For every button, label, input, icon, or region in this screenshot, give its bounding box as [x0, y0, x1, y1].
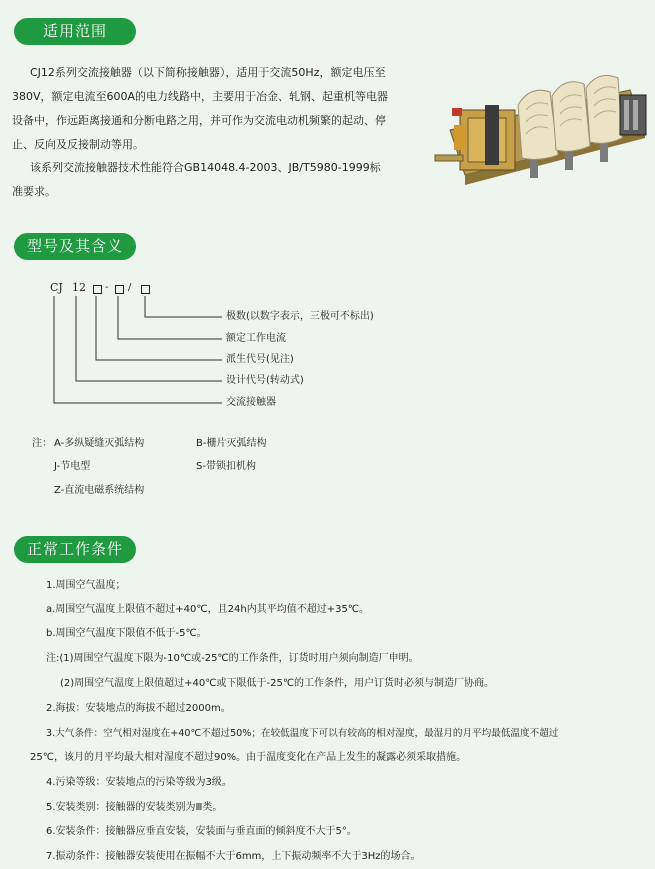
section-header-conditions: 正常工作条件	[14, 536, 136, 563]
condition-item-2: 2.海拔：安装地点的海拔不超过2000m。	[46, 703, 231, 714]
condition-item-3-line2: 25℃，该月的月平均最大相对湿度不超过90%。由于温度变化在产品上发生的凝露必须采取措施。	[30, 752, 467, 763]
model-label-poles: 极数(以数字表示，三极可不标出)	[226, 311, 374, 322]
note-prefix: 注：	[32, 438, 52, 449]
scope-para2-line2: 准要求。	[12, 185, 56, 198]
model-prefix: CJ	[50, 281, 63, 294]
condition-item-3-line1: 3.大气条件：空气相对湿度在+40℃不超过50%；在较低温度下可以有较高的相对湿度，最湿月的月平均最低温度不超过	[46, 728, 559, 739]
scope-para1-line4: 止、反向及反接制动等用。	[12, 138, 144, 151]
note-a: A-多纵疑缝灭弧结构	[54, 438, 145, 449]
model-dash: -	[105, 282, 109, 293]
scope-para1-line3: 设备中，作远距离接通和分断电路之用，并可作为交流电动机频繁的起动、停	[12, 114, 386, 127]
model-slash: /	[128, 282, 132, 293]
note-z: Z-直流电磁系统结构	[54, 485, 145, 496]
condition-note-1: 注:(1)周围空气温度下限为-10℃或-25℃的工作条件，订货时用户须向制造厂申明。	[46, 653, 419, 664]
model-label-derivative: 派生代号(见注)	[226, 354, 294, 365]
scope-para1-line2: 380V，额定电流至600A的电力线路中，主要用于冶金、轧钢、起重机等电器	[12, 90, 389, 103]
condition-item-1a: a.周围空气温度上限值不超过+40℃，且24h内其平均值不超过+35℃。	[46, 604, 370, 615]
scope-para1-line1: CJ12系列交流接触器（以下简称接触器），适用于交流50Hz，额定电压至	[30, 66, 386, 79]
condition-item-4: 4.污染等级：安装地点的污染等级为3级。	[46, 777, 232, 788]
model-number: 12	[72, 281, 86, 294]
condition-note-2: (2)周围空气温度上限值超过+40℃或下限低于-25℃的工作条件，用户订货时必须与制造厂协商。	[60, 678, 495, 689]
note-j: J-节电型	[54, 461, 91, 472]
section-header-scope: 适用范围	[14, 18, 136, 45]
model-label-current: 额定工作电流	[226, 333, 286, 344]
model-label-type: 交流接触器	[226, 397, 276, 408]
condition-item-1b: b.周围空气温度下限值不低于-5℃。	[46, 628, 207, 639]
scope-para2-line1: 该系列交流接触器技术性能符合GB14048.4-2003、JB/T5980-1999标	[30, 161, 381, 174]
note-b: B-栅片灭弧结构	[196, 438, 267, 449]
note-s: S-带锁扣机构	[196, 461, 256, 472]
model-label-design: 设计代号(转动式)	[226, 375, 304, 386]
section-header-model: 型号及其含义	[14, 233, 136, 260]
condition-item-1: 1.周围空气温度；	[46, 580, 126, 591]
condition-item-7: 7.振动条件：接触器安装使用在振幅不大于6mm，上下振动频率不大于3Hz的场合。	[46, 851, 421, 862]
condition-item-6: 6.安装条件：接触器应垂直安装，安装面与垂直面的倾斜度不大于5°。	[46, 826, 357, 837]
condition-item-5: 5.安装类别：接触器的安装类别为Ⅲ类。	[46, 802, 223, 813]
